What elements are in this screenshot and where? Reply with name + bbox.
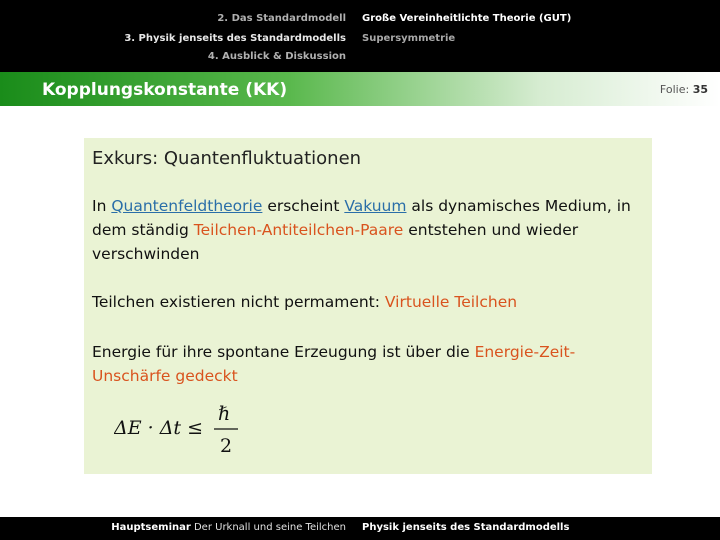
link-vakuum[interactable]: Vakuum <box>344 197 407 215</box>
section-nav-left <box>0 0 352 72</box>
nav-item-standardmodell[interactable]: 2. Das Standardmodell <box>217 13 346 24</box>
text: als dynamisches Medium, in dem ständig <box>92 197 631 239</box>
footer-section: Physik jenseits des Standardmodells <box>362 522 570 533</box>
text: entstehen und wieder verschwinden <box>92 221 579 263</box>
paragraph-energie <box>92 340 644 388</box>
nav-item-supersymmetrie[interactable]: Supersymmetrie <box>362 33 456 44</box>
footer-course-title: Der Urknall und seine Teilchen <box>190 522 346 533</box>
formula-numerator: ℏ <box>218 403 231 425</box>
nav-item-gut[interactable]: Große Vereinheitlichte Theorie (GUT) <box>362 13 572 24</box>
slide-title-bar <box>0 72 720 106</box>
footer-left <box>0 517 352 540</box>
footer-right <box>358 517 720 540</box>
box-title: Exkurs: Quantenfluktuationen <box>92 148 362 169</box>
text: erscheint <box>262 197 345 215</box>
slide-number-value: 35 <box>692 83 708 96</box>
formula-denominator: 2 <box>220 435 233 457</box>
highlight-virtuelle-teilchen: Virtuelle Teilchen <box>384 293 518 311</box>
content-box <box>84 138 652 474</box>
text: Teilchen existieren nicht permament: <box>92 293 385 311</box>
uncertainty-formula <box>114 396 254 460</box>
highlight-unschaerfe: Energie-Zeit-Unschärfe gedeckt <box>92 343 576 385</box>
text: In <box>92 197 112 215</box>
nav-item-ausblick[interactable]: 4. Ausblick & Diskussion <box>207 51 346 62</box>
footer-course <box>111 522 346 533</box>
nav-item-physik-jenseits[interactable]: 3. Physik jenseits des Standardmodells <box>124 33 346 44</box>
formula-lhs: ΔE · Δt ≤ <box>114 417 204 439</box>
header-nav <box>0 0 720 72</box>
footer-course-bold: Hauptseminar <box>111 522 191 533</box>
paragraph-quantenfeldtheorie <box>92 194 644 266</box>
link-quantenfeldtheorie[interactable]: Quantenfeldtheorie <box>111 197 263 215</box>
footer <box>0 517 720 540</box>
slide-number <box>660 83 708 96</box>
text: Energie für ihre spontane Erzeugung ist über die <box>92 343 475 361</box>
paragraph-virtuelle-teilchen <box>92 290 644 314</box>
section-nav-right <box>358 0 720 72</box>
slide-title: Kopplungskonstante (KK) <box>42 80 288 100</box>
slide-number-label: Folie: <box>659 83 690 96</box>
highlight-paare: Teilchen-Antiteilchen-Paare <box>193 221 404 239</box>
